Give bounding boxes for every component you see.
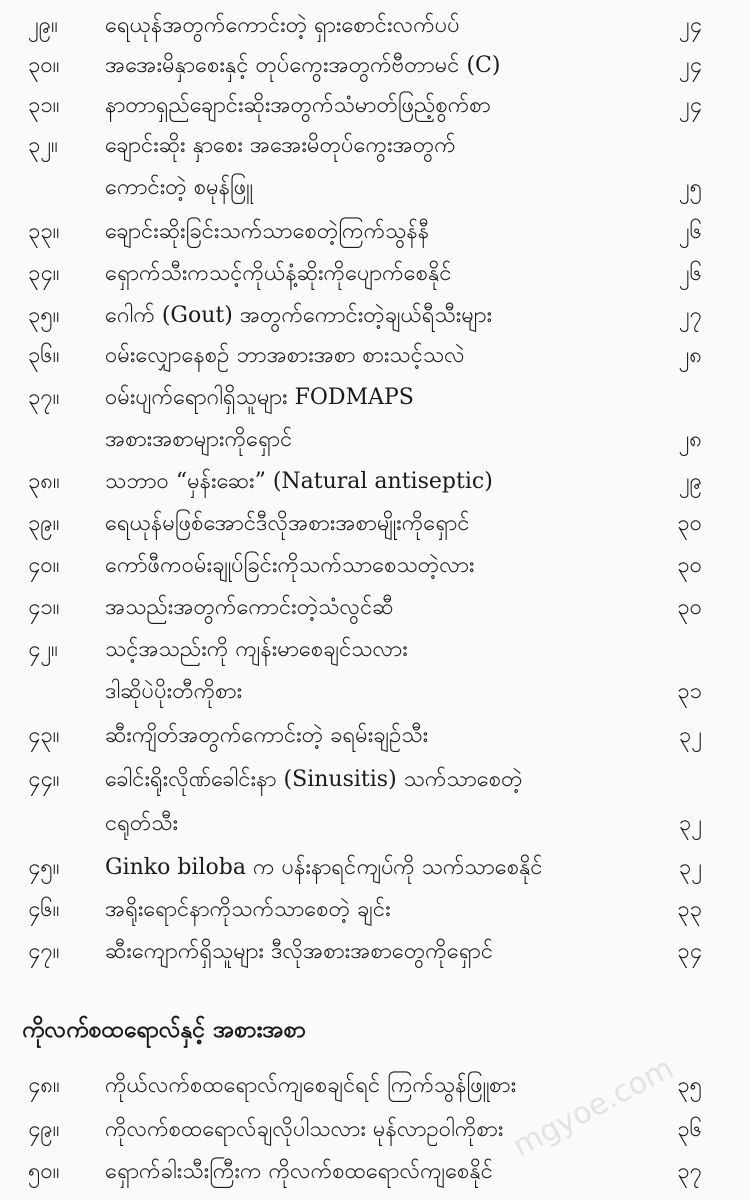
toc-item-page: ၃၂: [678, 811, 702, 836]
toc-item-title: ဂေါက် (Gout) အတွက်ကောင်းတဲ့ချယ်ရီသီးများ: [105, 303, 493, 328]
toc-item-title: ဆီးကျောက်ရှိသူများ ဒီလိုအစားအစာတွေကိုရှောင်: [105, 939, 494, 964]
toc-item-continuation: [0, 672, 750, 712]
toc-item-number: ၃၂။: [28, 133, 58, 158]
toc-item-title: ကော်ဖီကဝမ်းချုပ်ခြင်းကိုသက်သာစေသတဲ့လား: [105, 553, 475, 578]
toc-item-continuation: [0, 804, 750, 844]
toc-item: [0, 126, 750, 166]
toc-item-number: ၃၃။: [28, 219, 60, 244]
section-heading: ကိုလက်စထရောလ်နှင့် အစားအစာ: [22, 1016, 306, 1043]
toc-item-page: ၃၂: [678, 723, 702, 748]
toc-item-number: ၃၈။: [28, 469, 60, 494]
toc-item: [0, 1152, 750, 1192]
toc-item: [0, 296, 750, 336]
toc-item-number: ၄၇။: [28, 939, 60, 964]
toc-item-title: အအေးမိနှာစေးနှင့် တုပ်ကွေးအတွက်ဗီတာမင် (C): [105, 53, 501, 78]
toc-item-title: Ginko biloba က ပန်းနာရင်ကျပ်ကို သက်သာစေနိုင်: [105, 855, 543, 880]
toc-item-number: ၄၁။: [28, 595, 60, 620]
toc-item: [0, 546, 750, 586]
toc-item-number: ၃၀။: [28, 53, 60, 78]
toc-item: [0, 1110, 750, 1150]
toc-item-page: ၃၀: [677, 553, 702, 578]
toc-item-title-line2: ကောင်းတဲ့ စမုန်ဖြူ: [105, 175, 253, 200]
toc-item-title: ခေါင်းရိုးလိုဏ်ခေါင်းနာ (Sinusitis) သက်သာစေတဲ့: [105, 767, 523, 792]
toc-item-continuation: [0, 168, 750, 208]
toc-item-page: ၂၅: [678, 175, 702, 200]
toc-item: [0, 378, 750, 418]
toc-item: [0, 6, 750, 46]
toc-item-page: ၂၆: [678, 261, 702, 286]
toc-item: [0, 46, 750, 86]
toc-item: [0, 212, 750, 252]
toc-item-page: ၂၉: [678, 469, 702, 494]
toc-item-title: ကိုလက်စထရောလ်ချလိုပါသလား မုန်လာဥဝါကိုစား: [105, 1117, 504, 1142]
toc-item: [0, 890, 750, 930]
toc-item-number: ၄၆။: [28, 897, 60, 922]
toc-item: [0, 932, 750, 972]
toc-item-title: အသည်းအတွက်ကောင်းတဲ့သံလွင်ဆီ: [105, 595, 394, 620]
toc-item-number: ၄၀။: [28, 553, 60, 578]
toc-item-number: ၄၅။: [28, 855, 60, 880]
toc-item: [0, 254, 750, 294]
toc-item-title-line2: ငရုတ်သီး: [105, 811, 179, 836]
toc-item-title: သင့်အသည်းကို ကျန်းမာစေချင်သလား: [105, 637, 408, 662]
toc-item-number: ၂၉။: [28, 13, 58, 38]
toc-item-page: ၃၄: [677, 939, 702, 964]
toc-item-number: ၄၂။: [28, 637, 58, 662]
toc-item: [0, 716, 750, 756]
toc-item-title: ချောင်းဆိုး နှာစေး အအေးမိတုပ်ကွေးအတွက်: [105, 133, 456, 158]
toc-item-number: ၃၇။: [28, 385, 60, 410]
toc-item-page: ၃၇: [677, 1159, 702, 1184]
toc-item-title: ရှောက်သီးကသင့်ကိုယ်နံ့ဆိုးကိုပျောက်စေနိုင်: [105, 261, 452, 286]
toc-item-page: ၃၀: [677, 595, 702, 620]
toc-item-continuation: [0, 420, 750, 460]
toc-item-number: ၄၈။: [28, 1073, 60, 1098]
toc-item: [0, 630, 750, 670]
toc-item-number: ၅၀။: [28, 1159, 60, 1184]
toc-item-page: ၃၆: [677, 1117, 702, 1142]
toc-item-page: ၃၁: [677, 679, 702, 704]
toc-item-number: ၄၉။: [28, 1117, 60, 1142]
toc-item-page: ၂၆: [678, 219, 702, 244]
toc-item: [0, 760, 750, 800]
toc-item-title-line2: ဒါဆိုပဲပိုးတီကိုစား: [105, 679, 243, 704]
toc-item-page: ၂၄: [678, 13, 702, 38]
toc-item: [0, 588, 750, 628]
toc-item-page: ၂၇: [678, 303, 702, 328]
toc-item-page: ၂၄: [678, 53, 702, 78]
toc-item-page: ၃၀: [677, 511, 702, 536]
toc-item-title: ရေယုန်မဖြစ်အောင်ဒီလိုအစားအစာမျိုးကိုရှောင်: [105, 511, 470, 536]
toc-item-page: ၂၈: [678, 427, 702, 452]
toc-item-title: သဘာဝ “မှန်းဆေး” (Natural antiseptic): [105, 469, 493, 494]
toc-item-number: ၃၁။: [28, 93, 60, 118]
toc-item: [0, 848, 750, 888]
toc-item-number: ၄၄။: [28, 767, 60, 792]
watermark: mgyoe.com: [507, 1050, 680, 1165]
toc-item-page: ၃၃: [677, 897, 702, 922]
toc-item-page: ၂၄: [678, 93, 702, 118]
toc-item-number: ၃၅။: [28, 303, 60, 328]
toc-item: [0, 86, 750, 126]
toc-item-page: ၃၂: [678, 855, 702, 880]
toc-item-title: နာတာရှည်ချောင်းဆိုးအတွက်သံမာတ်ဖြည့်စွက်စာ: [105, 93, 491, 118]
toc-item: [0, 462, 750, 502]
toc-item-number: ၃၉။: [28, 511, 60, 536]
toc-item-number: ၄၃။: [28, 723, 60, 748]
toc-item-title: ကိုယ်လက်စထရောလ်ကျစေချင်ရင် ကြက်သွန်ဖြူစား: [105, 1073, 517, 1098]
toc-item-title: ရှောက်ခါးသီးကြီးက ကိုလက်စထရောလ်ကျစေနိုင်: [105, 1159, 493, 1184]
toc-item-page: ၂၈: [678, 343, 702, 368]
toc-item-title: ဝမ်းပျက်ရောဂါရှိသူများ FODMAPS: [105, 385, 414, 410]
toc-item: [0, 504, 750, 544]
toc-item-title: ရေယုန်အတွက်ကောင်းတဲ့ ရှားစောင်းလက်ပပ်: [105, 13, 460, 38]
toc-item-title: ချောင်းဆိုးခြင်းသက်သာစေတဲ့ကြက်သွန်နီ: [105, 219, 430, 244]
toc-item-title: ဆီးကျိတ်အတွက်ကောင်းတဲ့ ခရမ်းချဉ်သီး: [105, 723, 429, 748]
toc-item-number: ၃၄။: [28, 261, 60, 286]
toc-item: [0, 336, 750, 376]
toc-item-title: ဝမ်းလျှောနေစဉ် ဘာအစားအစာ စားသင့်သလဲ: [105, 343, 465, 368]
toc-item-title-line2: အစားအစာများကိုရှောင်: [105, 427, 293, 452]
toc-item-title: အရိုးရောင်နာကိုသက်သာစေတဲ့ ချင်း: [105, 897, 391, 922]
toc-item-number: ၃၆။: [28, 343, 60, 368]
toc-item-page: ၃၅: [677, 1073, 702, 1098]
